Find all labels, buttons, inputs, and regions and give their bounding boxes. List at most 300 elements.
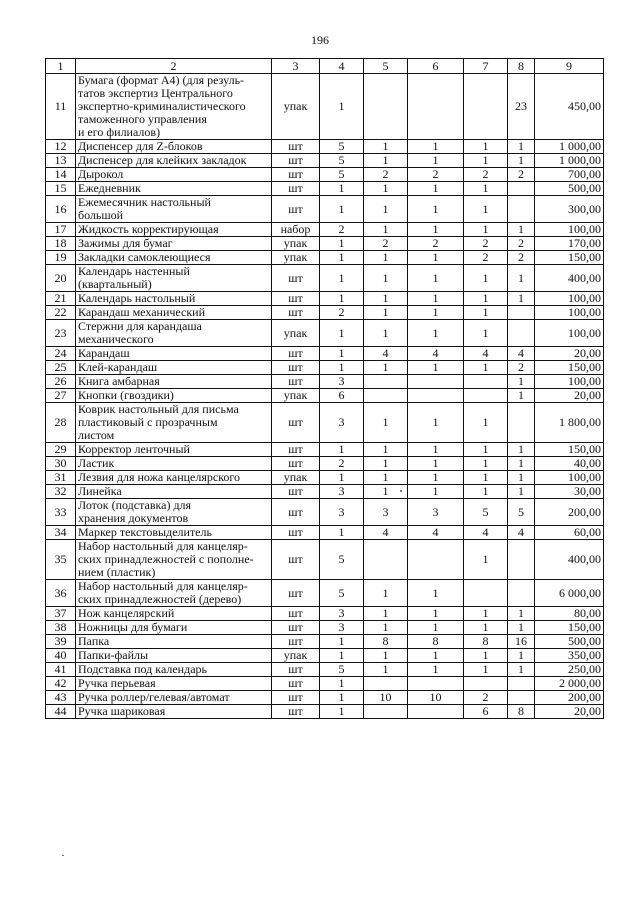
unit-cell bbox=[272, 347, 320, 361]
row-number-cell bbox=[46, 320, 76, 347]
price-cell bbox=[535, 251, 604, 265]
price-cell-text: 2 000,00 bbox=[559, 676, 601, 690]
item-name-cell bbox=[76, 196, 272, 223]
row-number-cell bbox=[46, 649, 76, 663]
table-row bbox=[46, 251, 604, 265]
qty-col5-cell bbox=[364, 607, 408, 621]
qty-col7-cell bbox=[464, 471, 508, 485]
row-number-cell-text: 22 bbox=[54, 305, 67, 319]
qty-col4-cell bbox=[320, 154, 364, 168]
qty-col8-cell bbox=[508, 347, 535, 361]
item-name-cell bbox=[76, 526, 272, 540]
qty-col7-cell-text: 1 bbox=[482, 662, 489, 676]
qty-col5-cell bbox=[364, 74, 408, 140]
qty-col8-cell bbox=[508, 168, 535, 182]
unit-cell bbox=[272, 691, 320, 705]
price-cell bbox=[535, 196, 604, 223]
unit-cell bbox=[272, 485, 320, 499]
unit-cell bbox=[272, 607, 320, 621]
table-row bbox=[46, 663, 604, 677]
item-name-cell-text: Диспенсер для клейких закладок bbox=[78, 153, 247, 167]
qty-col4-cell bbox=[320, 168, 364, 182]
qty-col5-cell bbox=[364, 649, 408, 663]
price-cell-text: 500,00 bbox=[568, 181, 601, 195]
item-name-cell-text: Закладки самоклеющиеся bbox=[78, 250, 211, 264]
row-number-cell bbox=[46, 237, 76, 251]
qty-col6-cell bbox=[408, 705, 464, 719]
qty-col4-cell bbox=[320, 705, 364, 719]
qty-col5-cell bbox=[364, 635, 408, 649]
qty-col6-cell-text: 1 bbox=[432, 153, 439, 167]
qty-col6-cell-text: 1 bbox=[432, 648, 439, 662]
qty-col5-cell-text: 1 bbox=[382, 153, 389, 167]
qty-col8-cell bbox=[508, 375, 535, 389]
qty-col5-cell-text: 1 bbox=[382, 484, 389, 498]
qty-col8-cell bbox=[508, 471, 535, 485]
price-cell-text: 100,00 bbox=[568, 374, 601, 388]
item-name-cell-text: Клей-карандаш bbox=[78, 360, 158, 374]
qty-col7-cell bbox=[464, 74, 508, 140]
item-name-cell-text: Дырокол bbox=[78, 167, 124, 181]
row-number-cell bbox=[46, 705, 76, 719]
item-name-cell bbox=[76, 320, 272, 347]
qty-col6-cell-text: 1 bbox=[432, 620, 439, 634]
supplies-table bbox=[45, 58, 604, 719]
item-name-cell-text: Зажимы для бумаг bbox=[78, 236, 173, 250]
table-row bbox=[46, 580, 604, 607]
unit-cell bbox=[272, 635, 320, 649]
price-cell-text: 100,00 bbox=[568, 305, 601, 319]
row-number-cell-text: 13 bbox=[54, 153, 67, 167]
unit-cell-text: упак bbox=[283, 99, 308, 113]
qty-col4-cell bbox=[320, 361, 364, 375]
header-cell: 3 bbox=[272, 59, 320, 74]
unit-cell bbox=[272, 265, 320, 292]
table-row bbox=[46, 182, 604, 196]
qty-col8-cell-text: 1 bbox=[518, 484, 524, 498]
qty-col8-cell bbox=[508, 677, 535, 691]
price-cell-text: 1 800,00 bbox=[559, 415, 601, 429]
unit-cell bbox=[272, 471, 320, 485]
unit-cell bbox=[272, 196, 320, 223]
table-row bbox=[46, 499, 604, 526]
qty-col4-cell-text: 1 bbox=[338, 291, 345, 305]
qty-col7-cell bbox=[464, 621, 508, 635]
table-row bbox=[46, 540, 604, 580]
price-cell-text: 400,00 bbox=[568, 270, 601, 285]
qty-col8-cell bbox=[508, 635, 535, 649]
price-cell-text: 200,00 bbox=[568, 504, 601, 519]
qty-col4-cell-text: 1 bbox=[338, 325, 345, 340]
item-name-cell-text: Ножницы для бумаги bbox=[78, 620, 188, 634]
qty-col6-cell bbox=[408, 403, 464, 443]
qty-col4-cell-text: 1 bbox=[338, 360, 345, 374]
table-row bbox=[46, 457, 604, 471]
item-name-cell-text: Стержни для карандаша механического bbox=[78, 319, 202, 346]
qty-col4-cell bbox=[320, 196, 364, 223]
qty-col7-cell bbox=[464, 540, 508, 580]
qty-col7-cell bbox=[464, 635, 508, 649]
qty-col8-cell bbox=[508, 251, 535, 265]
item-name-cell-text: Календарь настольный bbox=[78, 291, 196, 305]
qty-col6-cell bbox=[408, 306, 464, 320]
qty-col6-cell-text: 1 bbox=[432, 270, 439, 285]
table-row bbox=[46, 403, 604, 443]
qty-col8-cell-text: 1 bbox=[518, 388, 524, 402]
qty-col7-cell-text: 1 bbox=[482, 201, 489, 216]
unit-cell-text: шт bbox=[288, 360, 303, 374]
qty-col5-cell-text: 1 bbox=[382, 415, 389, 429]
row-number-cell bbox=[46, 663, 76, 677]
table-row bbox=[46, 705, 604, 719]
unit-cell-text: шт bbox=[288, 305, 303, 319]
qty-col6-cell bbox=[408, 691, 464, 705]
price-cell bbox=[535, 443, 604, 457]
price-cell bbox=[535, 265, 604, 292]
qty-col6-cell bbox=[408, 265, 464, 292]
qty-col4-cell-text: 1 bbox=[338, 236, 345, 250]
item-name-cell-text: Ластик bbox=[78, 456, 115, 470]
qty-col6-cell bbox=[408, 375, 464, 389]
qty-col7-cell-text: 4 bbox=[482, 346, 489, 360]
item-name-cell bbox=[76, 389, 272, 403]
price-cell-text: 20,00 bbox=[574, 704, 601, 718]
qty-col5-cell bbox=[364, 389, 408, 403]
qty-col4-cell-text: 1 bbox=[338, 690, 345, 704]
qty-col6-cell bbox=[408, 580, 464, 607]
price-cell-text: 40,00 bbox=[574, 456, 601, 470]
unit-cell-text: шт bbox=[288, 201, 303, 216]
price-cell bbox=[535, 499, 604, 526]
qty-col4-cell-text: 3 bbox=[338, 415, 345, 429]
row-number-cell bbox=[46, 251, 76, 265]
row-number-cell-text: 41 bbox=[54, 662, 67, 676]
qty-col8-cell-text: 2 bbox=[518, 360, 524, 374]
scan-speck bbox=[62, 855, 64, 856]
qty-col4-cell bbox=[320, 306, 364, 320]
qty-col4-cell bbox=[320, 526, 364, 540]
unit-cell-text: шт bbox=[288, 167, 303, 181]
row-number-cell bbox=[46, 375, 76, 389]
row-number-cell bbox=[46, 361, 76, 375]
price-cell-text: 20,00 bbox=[574, 388, 601, 402]
qty-col5-cell-text: 1 bbox=[382, 620, 389, 634]
qty-col6-cell bbox=[408, 485, 464, 499]
qty-col7-cell bbox=[464, 580, 508, 607]
qty-col5-cell-text: 8 bbox=[382, 634, 389, 648]
item-name-cell-text: Линейка bbox=[78, 484, 122, 498]
qty-col4-cell-text: 1 bbox=[338, 181, 345, 195]
table-row bbox=[46, 443, 604, 457]
price-cell bbox=[535, 237, 604, 251]
qty-col5-cell bbox=[364, 265, 408, 292]
price-cell-text: 60,00 bbox=[574, 525, 601, 539]
unit-cell-text: набор bbox=[280, 222, 311, 236]
qty-col7-cell-text: 2 bbox=[482, 690, 489, 704]
unit-cell-text: шт bbox=[288, 620, 303, 634]
qty-col5-cell bbox=[364, 237, 408, 251]
qty-col8-cell-text: 1 bbox=[518, 291, 524, 305]
item-name-cell bbox=[76, 691, 272, 705]
qty-col4-cell bbox=[320, 649, 364, 663]
unit-cell bbox=[272, 223, 320, 237]
table-row bbox=[46, 635, 604, 649]
unit-cell-text: шт bbox=[288, 374, 303, 388]
price-cell-text: 350,00 bbox=[568, 648, 601, 662]
price-cell bbox=[535, 471, 604, 485]
qty-col5-cell-text: 1 bbox=[382, 325, 389, 340]
price-cell bbox=[535, 691, 604, 705]
qty-col7-cell bbox=[464, 457, 508, 471]
qty-col5-cell-text: 1 bbox=[382, 201, 389, 216]
item-name-cell bbox=[76, 292, 272, 306]
row-number-cell-text: 31 bbox=[54, 470, 67, 484]
table-row bbox=[46, 168, 604, 182]
item-name-cell-text: Ручка роллер/гелевая/автомат bbox=[78, 690, 230, 704]
item-name-cell bbox=[76, 677, 272, 691]
qty-col5-cell bbox=[364, 691, 408, 705]
qty-col4-cell-text: 3 bbox=[338, 620, 345, 634]
qty-col4-cell-text: 1 bbox=[338, 676, 345, 690]
row-number-cell-text: 30 bbox=[54, 456, 67, 470]
price-cell-text: 400,00 bbox=[568, 552, 601, 566]
qty-col7-cell bbox=[464, 677, 508, 691]
row-number-cell-text: 29 bbox=[54, 442, 67, 456]
item-name-cell-text: Папка bbox=[78, 634, 110, 648]
qty-col6-cell bbox=[408, 635, 464, 649]
qty-col4-cell-text: 5 bbox=[338, 662, 345, 676]
qty-col6-cell bbox=[408, 292, 464, 306]
qty-col5-cell bbox=[364, 677, 408, 691]
unit-cell bbox=[272, 140, 320, 154]
qty-col4-cell bbox=[320, 443, 364, 457]
qty-col7-cell-text: 4 bbox=[482, 525, 489, 539]
qty-col7-cell-text: 1 bbox=[482, 456, 489, 470]
qty-col4-cell bbox=[320, 403, 364, 443]
qty-col8-cell bbox=[508, 580, 535, 607]
row-number-cell-text: 20 bbox=[54, 270, 67, 285]
qty-col5-cell bbox=[364, 182, 408, 196]
row-number-cell-text: 25 bbox=[54, 360, 67, 374]
price-cell-text: 200,00 bbox=[568, 690, 601, 704]
qty-col7-cell bbox=[464, 691, 508, 705]
row-number-cell-text: 36 bbox=[54, 585, 67, 600]
qty-col6-cell-text: 1 bbox=[432, 585, 439, 600]
qty-col8-cell-text: 1 bbox=[518, 606, 524, 620]
price-cell-text: 170,00 bbox=[568, 236, 601, 250]
header-cell: 7 bbox=[464, 59, 508, 74]
qty-col4-cell-text: 3 bbox=[338, 484, 345, 498]
qty-col7-cell-text: 1 bbox=[482, 291, 489, 305]
qty-col8-cell-text: 1 bbox=[518, 456, 524, 470]
unit-cell bbox=[272, 580, 320, 607]
qty-col6-cell bbox=[408, 389, 464, 403]
unit-cell-text: шт bbox=[288, 662, 303, 676]
qty-col5-cell-text: 1 bbox=[382, 291, 389, 305]
item-name-cell-text: Папки-файлы bbox=[78, 648, 149, 662]
qty-col5-cell-text: 2 bbox=[382, 167, 389, 181]
row-number-cell bbox=[46, 154, 76, 168]
qty-col4-cell bbox=[320, 182, 364, 196]
qty-col8-cell bbox=[508, 705, 535, 719]
row-number-cell bbox=[46, 621, 76, 635]
table-row bbox=[46, 306, 604, 320]
qty-col8-cell bbox=[508, 196, 535, 223]
table-row bbox=[46, 154, 604, 168]
row-number-cell-text: 37 bbox=[54, 606, 67, 620]
qty-col4-cell-text: 1 bbox=[338, 99, 345, 113]
item-name-cell-text: Набор настольный для канцеляр- ских принадлежностей (дерево) bbox=[78, 579, 248, 606]
table-row bbox=[46, 74, 604, 140]
qty-col4-cell bbox=[320, 471, 364, 485]
item-name-cell-text: Карандаш механический bbox=[78, 305, 206, 319]
qty-col6-cell-text: 3 bbox=[432, 504, 439, 519]
qty-col7-cell bbox=[464, 168, 508, 182]
item-name-cell bbox=[76, 403, 272, 443]
unit-cell-text: шт bbox=[288, 585, 303, 600]
price-cell bbox=[535, 320, 604, 347]
price-cell bbox=[535, 663, 604, 677]
qty-col4-cell bbox=[320, 140, 364, 154]
row-number-cell-text: 43 bbox=[54, 690, 67, 704]
table-row bbox=[46, 265, 604, 292]
item-name-cell-text: Календарь настенный (квартальный) bbox=[78, 264, 190, 291]
qty-col4-cell bbox=[320, 223, 364, 237]
item-name-cell bbox=[76, 223, 272, 237]
qty-col7-cell bbox=[464, 292, 508, 306]
price-cell bbox=[535, 375, 604, 389]
unit-cell-text: шт bbox=[288, 690, 303, 704]
qty-col5-cell bbox=[364, 499, 408, 526]
qty-col6-cell-text: 1 bbox=[432, 201, 439, 216]
unit-cell bbox=[272, 457, 320, 471]
qty-col5-cell bbox=[364, 663, 408, 677]
qty-col5-cell-text: 1 bbox=[382, 305, 389, 319]
row-number-cell bbox=[46, 265, 76, 292]
qty-col4-cell bbox=[320, 347, 364, 361]
qty-col7-cell bbox=[464, 389, 508, 403]
qty-col7-cell bbox=[464, 375, 508, 389]
table-row bbox=[46, 607, 604, 621]
qty-col5-cell bbox=[364, 471, 408, 485]
qty-col7-cell-text: 1 bbox=[482, 552, 489, 566]
qty-col7-cell bbox=[464, 154, 508, 168]
table-row bbox=[46, 320, 604, 347]
qty-col4-cell bbox=[320, 663, 364, 677]
row-number-cell-text: 14 bbox=[54, 167, 67, 181]
price-cell bbox=[535, 635, 604, 649]
qty-col6-cell bbox=[408, 347, 464, 361]
qty-col8-cell bbox=[508, 182, 535, 196]
qty-col6-cell bbox=[408, 526, 464, 540]
item-name-cell-text: Карандаш bbox=[78, 346, 130, 360]
row-number-cell bbox=[46, 74, 76, 140]
header-row bbox=[46, 59, 604, 74]
qty-col6-cell-text: 1 bbox=[432, 305, 439, 319]
qty-col6-cell-text: 1 bbox=[432, 442, 439, 456]
price-cell bbox=[535, 457, 604, 471]
qty-col5-cell-text: 10 bbox=[379, 690, 392, 704]
header-cell: 4 bbox=[320, 59, 364, 74]
item-name-cell bbox=[76, 361, 272, 375]
item-name-cell bbox=[76, 607, 272, 621]
row-number-cell bbox=[46, 499, 76, 526]
item-name-cell bbox=[76, 168, 272, 182]
unit-cell bbox=[272, 292, 320, 306]
qty-col6-cell-text: 1 bbox=[432, 662, 439, 676]
qty-col7-cell-text: 1 bbox=[482, 415, 489, 429]
qty-col7-cell-text: 1 bbox=[482, 139, 489, 153]
qty-col5-cell bbox=[364, 526, 408, 540]
qty-col4-cell-text: 2 bbox=[338, 456, 345, 470]
qty-col5-cell-text: 2 bbox=[382, 236, 389, 250]
qty-col4-cell-text: 1 bbox=[338, 201, 345, 216]
row-number-cell-text: 34 bbox=[54, 525, 67, 539]
qty-col7-cell-text: 1 bbox=[482, 181, 489, 195]
qty-col5-cell bbox=[364, 375, 408, 389]
qty-col4-cell-text: 1 bbox=[338, 648, 345, 662]
item-name-cell bbox=[76, 471, 272, 485]
qty-col7-cell-text: 1 bbox=[482, 620, 489, 634]
item-name-cell bbox=[76, 499, 272, 526]
qty-col6-cell-text: 1 bbox=[432, 250, 439, 264]
qty-col6-cell bbox=[408, 140, 464, 154]
qty-col7-cell bbox=[464, 182, 508, 196]
unit-cell bbox=[272, 389, 320, 403]
qty-col6-cell bbox=[408, 540, 464, 580]
qty-col7-cell-text: 2 bbox=[482, 167, 489, 181]
price-cell bbox=[535, 361, 604, 375]
qty-col8-cell-text: 2 bbox=[518, 250, 524, 264]
qty-col8-cell bbox=[508, 403, 535, 443]
price-cell bbox=[535, 389, 604, 403]
table-row bbox=[46, 140, 604, 154]
qty-col5-cell-text: 1 bbox=[382, 139, 389, 153]
row-number-cell bbox=[46, 182, 76, 196]
row-number-cell-text: 39 bbox=[54, 634, 67, 648]
qty-col6-cell bbox=[408, 663, 464, 677]
qty-col7-cell bbox=[464, 265, 508, 292]
unit-cell-text: шт bbox=[288, 704, 303, 718]
price-cell bbox=[535, 607, 604, 621]
item-name-cell-text: Ежедневник bbox=[78, 181, 141, 195]
table-row bbox=[46, 471, 604, 485]
row-number-cell bbox=[46, 403, 76, 443]
qty-col6-cell-text: 1 bbox=[432, 456, 439, 470]
item-name-cell bbox=[76, 443, 272, 457]
row-number-cell-text: 24 bbox=[54, 346, 67, 360]
item-name-cell-text: Ежемесячник настольный большой bbox=[78, 195, 211, 222]
qty-col8-cell bbox=[508, 154, 535, 168]
qty-col8-cell bbox=[508, 499, 535, 526]
qty-col5-cell bbox=[364, 320, 408, 347]
unit-cell-text: упак bbox=[283, 236, 308, 250]
qty-col7-cell-text: 2 bbox=[482, 250, 489, 264]
header-cell: 8 bbox=[508, 59, 535, 74]
qty-col5-cell-text: 1 bbox=[382, 181, 389, 195]
qty-col8-cell-text: 1 bbox=[518, 153, 524, 167]
qty-col8-cell bbox=[508, 265, 535, 292]
qty-col5-cell bbox=[364, 168, 408, 182]
unit-cell bbox=[272, 677, 320, 691]
qty-col4-cell-text: 1 bbox=[338, 250, 345, 264]
qty-col7-cell bbox=[464, 251, 508, 265]
qty-col5-cell-text: 1 bbox=[382, 222, 389, 236]
price-cell-text: 300,00 bbox=[568, 201, 601, 216]
price-cell-text: 1 000,00 bbox=[559, 139, 601, 153]
qty-col6-cell-text: 1 bbox=[432, 484, 439, 498]
qty-col8-cell bbox=[508, 292, 535, 306]
